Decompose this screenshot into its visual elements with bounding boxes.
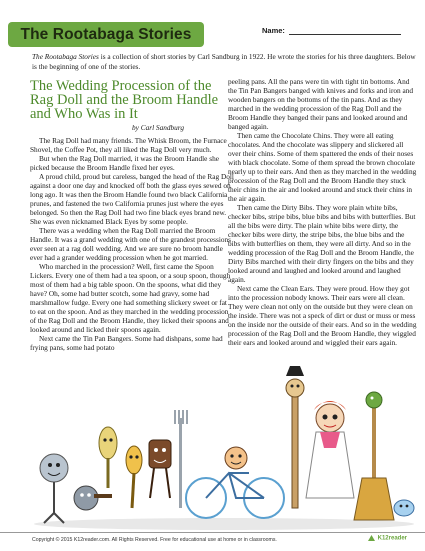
tin-pan-character-icon	[40, 454, 68, 523]
whisk-broom-icon	[354, 392, 394, 520]
paragraph: A proud child, proud but careless, banged the head of the Rag Doll against a door one day and knocked off both the glass eyes sewed on long ago. It was then the Broom Handle found two black California prunes, and fastened the two California prunes just where the eyes belonged. So then the Rag Doll had two fine black eyes brand new. She was even nicknamed Black Eyes by some people.	[30, 172, 234, 226]
frying-pan-character-icon	[74, 486, 112, 510]
rag-doll-bride-icon	[306, 401, 354, 498]
title-banner	[8, 22, 204, 47]
wedding-procession-illustration	[24, 348, 420, 530]
copyright-text: Copyright © 2015 K12reader.com. All Rights Reserved. Free for educational use at home or in classrooms.	[32, 537, 277, 543]
logo-text: K12reader	[377, 535, 407, 542]
broom-handle-groom-icon	[286, 366, 304, 508]
name-line[interactable]	[289, 26, 401, 35]
story-title: The Wedding Procession of the Rag Doll and the Broom Handle and Who Was in It	[30, 78, 219, 122]
k12reader-logo-icon	[367, 534, 376, 542]
name-field-row	[262, 26, 401, 35]
paragraph: peeling pans. All the pans were tin with tight tin bottoms. And the Tin Pan Bangers banged with knives and forks and iron and wooden bangers on the bottoms of the tin pans. And as they marched in the wedding procession of the Rag Doll and the Broom Handle they banged their pans and looked around and banged again.	[228, 77, 414, 131]
k12reader-logo[interactable]	[367, 534, 407, 542]
paragraph: The Rag Doll had many friends. The Whisk Broom, the Furnace Shovel, the Coffee Pot, they all liked the Rag Doll very much.	[30, 136, 227, 154]
paragraph: Next came the Clean Ears. They were proud. How they got into the procession nobody knows. Their ears were all clean. They were clean not only on the outside but they were clean on the inside. There was not a speck of dirt or dust or muss or mess on the inside nor the outside of their ears. And so in the wedding procession of the Rag Doll and the Broom Handle, they wiggled their ears and looked around and wiggled their ears again.	[228, 284, 417, 347]
spoon-licker-character-icon	[126, 446, 142, 508]
small-critter-icon	[394, 500, 414, 516]
chocolate-chin-character-icon	[149, 440, 171, 498]
intro-text	[32, 52, 417, 72]
paragraph: Then came the Chocolate Chins. They were all eating chocolates. And the chocolate was slippery and slickered all over their chins. Some of them spattered the ends of their noses with black chocolate. Some of them spread the brown chocolate nearly up to their ears. And then as they marched in the wedding procession of the Rag Doll and the Broom Handle they stuck their chins in the air and looked around and stuck their chins in the air again.	[228, 131, 417, 203]
paragraph: But when the Rag Doll married, it was the Broom Handle she picked because the Broom Handle fixed her eyes.	[30, 154, 219, 172]
paragraph: Who marched in the procession? Well, first came the Spoon Lickers. Every one of them had a tea spoon, or a soup spoon, though most of them had a big table spoon. On the spoons, what did they have? Oh, some had butter scotch, some had gravy, some had marshmallow fudge. Every one had something slickery sweet or fat to eat on the spoon. And as they marched in the wedding procession of the Rag Doll and the Broom Handle, they licked their spoons and looked around and licked their spoons again.	[30, 262, 231, 334]
paragraph: Then came the Dirty Bibs. They wore plain white bibs, checker bibs, stripe bibs, blue bibs and bibs with butterflies. But all the bibs were dirty. The plain white bibs were dirty, the checker bibs were dirty, the stripe bibs, the blue bibs and the bibs with butterflies on them, they were all dirty. And so in the wedding procession of the Rag Doll and the Broom Handle, the Dirty Bibs marched with their dirty fingers on the bibs and they looked around and laughed and looked around and laughed again.	[228, 203, 416, 284]
bicycle-icon	[186, 447, 284, 518]
story-column-right	[228, 77, 418, 347]
paragraph: Next came the Tin Pan Bangers. Some had dishpans, some had frying pans, some had potato	[30, 334, 223, 352]
byline: by Carl Sandburg	[132, 123, 185, 132]
spoon-licker-character-icon	[99, 427, 117, 488]
paragraph: There was a wedding when the Rag Doll married the Broom Handle. It was a grand wedding with one of the grandest processions ever seen at a rag doll wedding. And we are sure no broom handle ever had a grander wedding procession when he got married.	[30, 226, 232, 262]
story-column-left	[30, 136, 234, 352]
intro-body: is a collection of short stories by Carl Sandburg in 1922. He wrote the stories for his three daughters. Below is the beginning of one of the stories.	[32, 52, 416, 71]
page-title: The Rootabaga Stories	[20, 25, 192, 43]
name-label: Name:	[262, 26, 285, 35]
footer	[0, 532, 425, 551]
intro-book-title: The Rootabaga Stories	[32, 52, 99, 61]
